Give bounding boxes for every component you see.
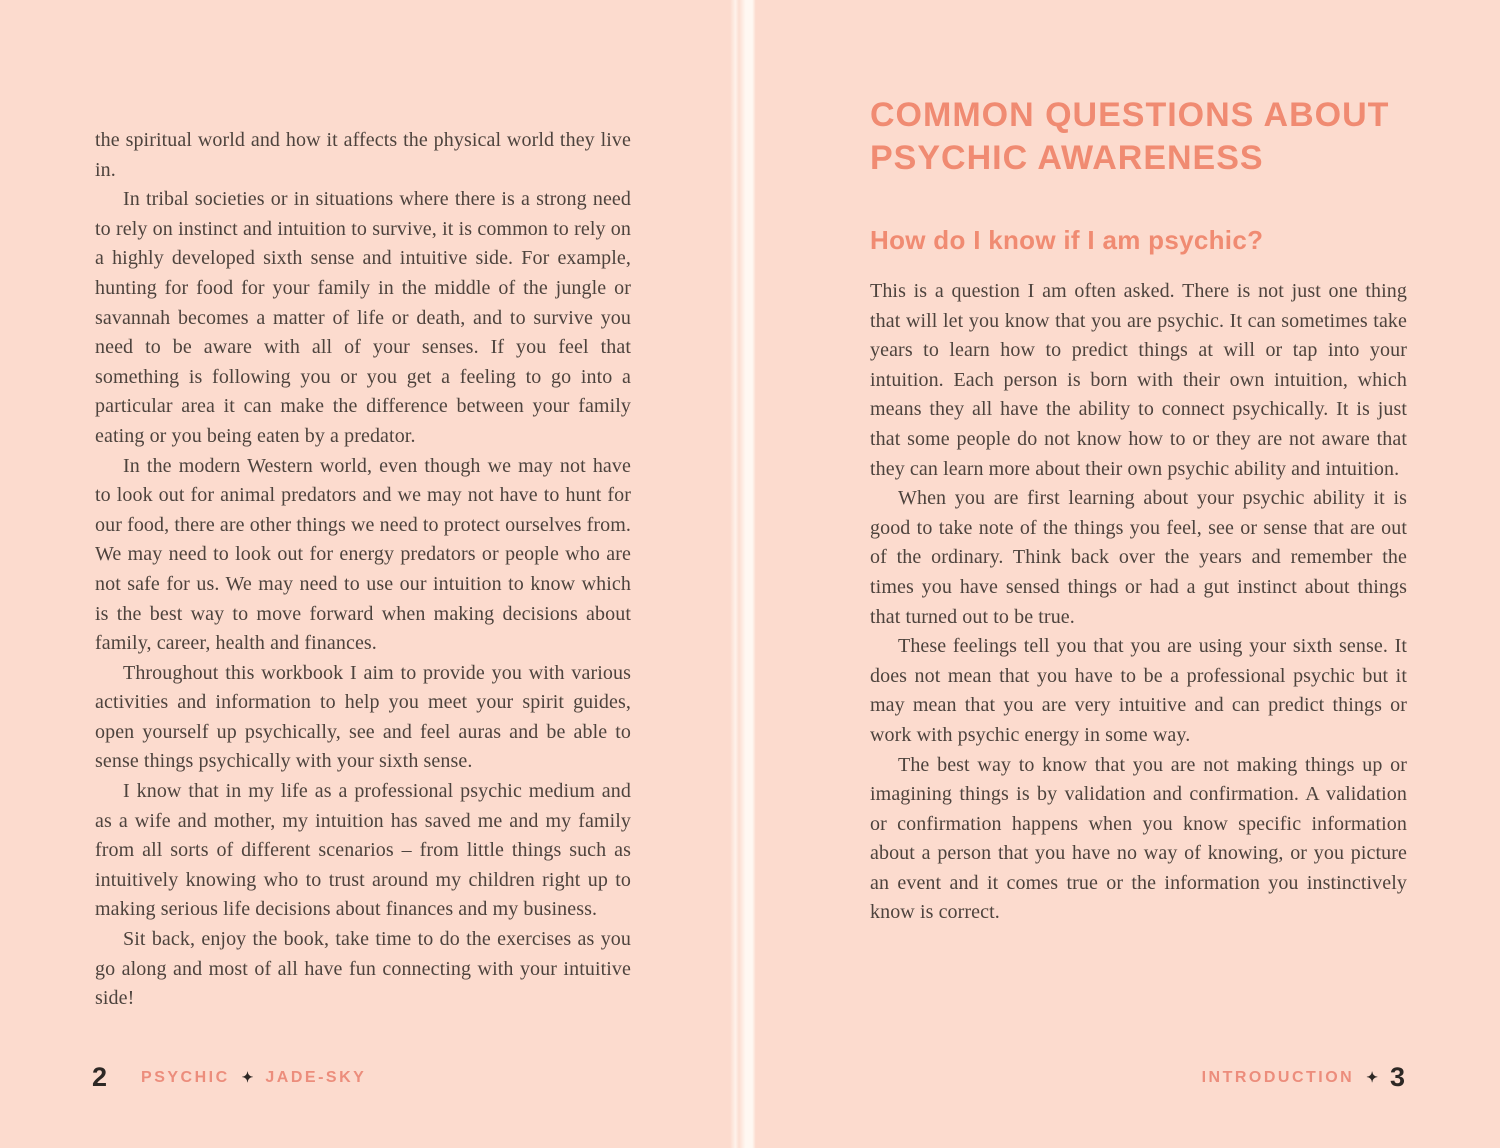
body-paragraph: Throughout this workbook I aim to provide you with various activities and information to help you meet your spirit guides, open yourself up psychically, see and feel auras and be able to sense things psychically with your sixth sense.	[95, 661, 631, 773]
chapter-heading: COMMON QUESTIONS ABOUT PSYCHIC AWARENESS	[870, 96, 1390, 177]
book-title: PSYCHIC	[141, 1068, 230, 1086]
right-text-column	[870, 277, 1407, 928]
page-number: 3	[1389, 1062, 1405, 1092]
body-paragraph: The best way to know that you are not making things up or imagining things is by validation and confirmation. A validation or confirmation happens when you know specific information about a person that you have no way of knowing, or you picture an event and it comes true or the information you instinctively know is correct.	[870, 753, 1407, 924]
page-number: 2	[92, 1062, 108, 1092]
star-icon: ✦	[1366, 1068, 1378, 1085]
body-paragraph: This is a question I am often asked. There is not just one thing that will let you know that you are psychic. It can sometimes take years to learn how to predict things at will or tap into your intuition. Each person is born with their own intuition, which means they all have the ability to connect psychically. It is just that some people do not know how to or they are not aware that they can learn more about their own psychic ability and intuition.	[870, 280, 1407, 480]
left-page-footer	[92, 1064, 366, 1091]
author-name: JADE-SKY	[265, 1068, 367, 1086]
right-page-footer	[1202, 1064, 1405, 1091]
body-paragraph: These feelings tell you that you are using your sixth sense. It does not mean that you have to be a professional psychic but it may mean that you are very intuitive and can predict things or work with psychic energy in some way.	[870, 635, 1407, 746]
body-paragraph: In tribal societies or in situations where there is a strong need to rely on instinct and intuition to survive, it is common to rely on a highly developed sixth sense and intuitive side. For example, hunting for food for your family in the middle of the jungle or savannah becomes a matter of life or death, and to survive you need to be aware with all of your senses. If you feel that something is following you or you get a feeling to go into a particular area it can make the difference between your family eating or you being eaten by a predator.	[95, 188, 631, 447]
question-subheading: How do I know if I am psychic?	[870, 225, 1264, 255]
body-paragraph: In the modern Western world, even though we may not have to look out for animal predators and we may not have to hunt for our food, there are other things we need to protect ourselves from. We may need to look out for energy predators or people who are not safe for us. We may need to use our intuition to know which is the best way to move forward when making decisions about family, career, health and finances.	[95, 454, 631, 655]
left-text-column	[95, 126, 631, 1014]
body-paragraph: the spiritual world and how it affects the physical world they live in.	[95, 129, 631, 181]
body-paragraph: Sit back, enjoy the book, take time to do the exercises as you go along and most of all have fun connecting with your intuitive side!	[95, 928, 631, 1010]
page-right	[753, 0, 1500, 1148]
body-paragraph: When you are first learning about your psychic ability it is good to take note of the things you feel, see or sense that are out of the ordinary. Think back over the years and remember the times you have sensed things or had a gut instinct about things that turned out to be true.	[870, 487, 1407, 628]
body-paragraph: I know that in my life as a professional psychic medium and as a wife and mother, my intuition has saved me and my family from all sorts of different scenarios – from little things such as intuitively knowing who to trust around my children right up to making serious life decisions about finances and my business.	[95, 780, 631, 921]
section-name: INTRODUCTION	[1201, 1068, 1355, 1086]
star-icon: ✦	[241, 1068, 254, 1085]
